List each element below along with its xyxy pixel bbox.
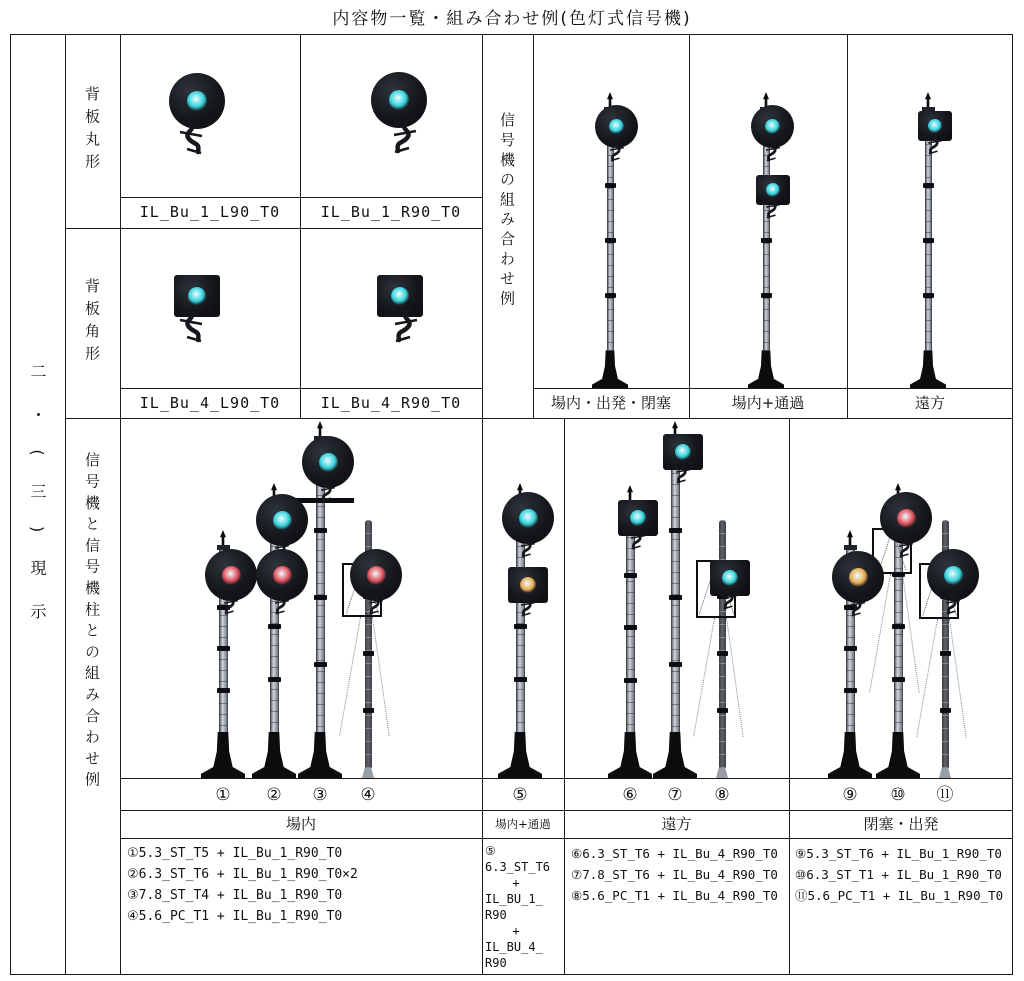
row-label-pole-combination: 信号機と信号機柱との組み合わせ例 xyxy=(83,452,101,793)
signal-light-red xyxy=(222,566,241,585)
signal-number: ⑩ xyxy=(890,785,906,805)
page-title: 内容物一覧・組み合わせ例(色灯式信号機) xyxy=(332,9,692,29)
mount-hook-icon xyxy=(393,311,419,345)
pole-band xyxy=(940,651,951,656)
formula-line: ⑩6.3_ST_T1 + IL_Bu_1_R90_T0 xyxy=(795,867,1002,882)
mount-hook-icon xyxy=(274,595,290,616)
signal-number: ⑥ xyxy=(622,785,638,805)
pole-band xyxy=(514,624,527,629)
signal-light-red xyxy=(273,566,292,585)
pole-band xyxy=(217,688,230,693)
pole-band xyxy=(940,708,951,713)
mount-hook-icon xyxy=(675,464,691,485)
mount-hook-icon xyxy=(765,199,781,220)
signal-light-cyan xyxy=(188,287,206,305)
grid-line xyxy=(847,34,848,418)
signal-light-red xyxy=(367,566,386,585)
signal-number: ③ xyxy=(312,785,328,805)
pole-band xyxy=(923,293,934,298)
pole-band xyxy=(892,677,905,682)
signal-light-cyan xyxy=(766,183,780,197)
formula-line: ④5.6_PC_T1 + IL_Bu_1_R90_T0 xyxy=(127,909,343,924)
formula-line: ⑤ xyxy=(485,844,496,858)
pole-band xyxy=(624,573,637,578)
signal-number: ⑦ xyxy=(667,785,683,805)
pole-band xyxy=(669,662,682,667)
formula-cell-distant xyxy=(571,843,785,906)
mount-hook-icon xyxy=(927,135,943,156)
pole-band xyxy=(717,651,728,656)
mount-hook-icon xyxy=(178,311,204,345)
pole-band xyxy=(268,677,281,682)
pole-band xyxy=(923,183,934,188)
signal-number: ⑪ xyxy=(936,785,954,805)
pole-band xyxy=(314,662,327,667)
formula-line: ⑨5.3_ST_T6 + IL_Bu_1_R90_T0 xyxy=(795,846,1002,861)
signal-number: ⑧ xyxy=(714,785,730,805)
formula-line: ⑪5.6_PC_T1 + IL_Bu_1_R90_T0 xyxy=(795,888,1004,903)
pole-band xyxy=(268,624,281,629)
formula-line: R90 xyxy=(485,956,507,970)
pole-band xyxy=(624,625,637,630)
signal-number: ④ xyxy=(360,785,376,805)
signal-number: ② xyxy=(266,785,282,805)
mount-hook-icon xyxy=(945,595,961,616)
pole-band xyxy=(923,238,934,243)
signal-light-cyan xyxy=(944,566,963,585)
formula-line: IL_BU_1_ xyxy=(485,892,543,906)
grid-line xyxy=(120,778,1013,779)
formula-line: ⑦7.8_ST_T6 + IL_Bu_4_R90_T0 xyxy=(571,867,778,882)
pole-collar xyxy=(844,545,857,550)
mount-hook-icon xyxy=(320,482,336,503)
formula-line: + xyxy=(512,924,520,938)
group-header-distant: 遠方 xyxy=(661,815,692,833)
formula-line: R90 xyxy=(485,908,507,922)
grid-line xyxy=(533,34,534,418)
pole-band xyxy=(844,688,857,693)
signal-light-cyan xyxy=(928,119,942,133)
pole-band xyxy=(844,646,857,651)
mount-hook-icon xyxy=(520,538,536,559)
unit-label-il-bu-1-l90: IL_Bu_1_L90_T0 xyxy=(139,203,281,221)
signal-number: ① xyxy=(215,785,231,805)
formula-line: IL_BU_4_ xyxy=(485,940,543,954)
row-group-label-genji: 二・(三)現示 xyxy=(28,363,47,646)
pole-band xyxy=(669,528,682,533)
grid-line xyxy=(564,418,565,975)
grid-line xyxy=(689,34,690,418)
row-label-round-backboard: 背板丸形 xyxy=(83,86,101,176)
mount-hook-icon xyxy=(223,595,239,616)
pole-band xyxy=(669,595,682,600)
group-header-home: 場内 xyxy=(285,815,316,833)
formula-line: + xyxy=(512,876,520,890)
pole-band xyxy=(605,183,616,188)
grid-line xyxy=(65,228,482,229)
mount-hook-icon xyxy=(630,530,646,551)
combo-caption-home-departure-block: 場内・出発・閉塞 xyxy=(550,394,671,412)
signal-light-cyan xyxy=(519,509,538,528)
pole-band xyxy=(314,528,327,533)
mount-hook-icon xyxy=(368,595,384,616)
pole-band xyxy=(892,624,905,629)
mount-hook-icon xyxy=(722,590,738,611)
mount-hook-icon xyxy=(392,122,418,156)
pole-band xyxy=(363,651,374,656)
signal-light-cyan xyxy=(765,119,780,134)
pole-band xyxy=(514,677,527,682)
pole-band xyxy=(217,646,230,651)
pole-band xyxy=(717,708,728,713)
signal-light-cyan xyxy=(609,119,624,134)
combo-caption-distant: 遠方 xyxy=(914,394,945,412)
mount-hook-icon xyxy=(609,142,625,163)
mount-hook-icon xyxy=(178,123,204,157)
formula-cell-home xyxy=(127,843,475,927)
signal-light-cyan xyxy=(630,510,646,526)
signal-light-cyan xyxy=(187,91,207,111)
mount-hook-icon xyxy=(898,538,914,559)
mount-hook-icon xyxy=(765,142,781,163)
signal-light-amber xyxy=(520,577,536,593)
formula-line: ②6.3_ST_T6 + IL_Bu_1_R90_T0×2 xyxy=(127,867,358,882)
signal-light-amber xyxy=(849,568,868,587)
signal-number: ⑤ xyxy=(512,785,528,805)
formula-line: ③7.8_ST_T4 + IL_Bu_1_R90_T0 xyxy=(127,888,343,903)
column-label-signal-combination: 信号機の組み合わせ例 xyxy=(498,112,516,310)
row-label-square-backboard: 背板角形 xyxy=(83,278,101,368)
signal-light-cyan xyxy=(319,453,338,472)
pole-band xyxy=(314,595,327,600)
formula-line: ⑥6.3_ST_T6 + IL_Bu_4_R90_T0 xyxy=(571,846,778,861)
pole-band xyxy=(605,238,616,243)
signal-light-cyan xyxy=(389,90,409,110)
grid-line xyxy=(65,418,1013,419)
mount-hook-icon xyxy=(520,597,536,618)
formula-cell-home-plus-passage xyxy=(485,843,561,971)
group-header-home-plus-passage: 場内+通過 xyxy=(495,817,551,831)
formula-line: ⑧5.6_PC_T1 + IL_Bu_4_R90_T0 xyxy=(571,888,778,903)
unit-label-il-bu-1-r90: IL_Bu_1_R90_T0 xyxy=(320,203,462,221)
group-header-block-departure: 閉塞・出発 xyxy=(863,815,939,833)
pole-band xyxy=(363,708,374,713)
pole-band xyxy=(761,238,772,243)
formula-cell-block-departure xyxy=(795,843,1009,906)
grid-line xyxy=(120,838,1013,839)
signal-number: ⑨ xyxy=(842,785,858,805)
formula-line: ①5.3_ST_T5 + IL_Bu_1_R90_T0 xyxy=(127,846,343,861)
pole-band xyxy=(605,293,616,298)
pole-band xyxy=(761,293,772,298)
grid-line xyxy=(789,418,790,975)
unit-label-il-bu-4-r90: IL_Bu_4_R90_T0 xyxy=(320,394,462,412)
signal-pole xyxy=(719,520,726,768)
signal-light-red xyxy=(897,509,916,528)
pole-band xyxy=(624,678,637,683)
signal-light-cyan xyxy=(273,511,292,530)
signal-light-cyan xyxy=(675,444,691,460)
unit-label-il-bu-4-l90: IL_Bu_4_L90_T0 xyxy=(139,394,281,412)
signal-light-cyan xyxy=(391,287,409,305)
formula-line: 6.3_ST_T6 xyxy=(485,860,551,874)
combo-caption-home-plus-passage: 場内+通過 xyxy=(731,394,805,412)
signal-light-cyan xyxy=(722,570,738,586)
mount-hook-icon xyxy=(850,597,866,618)
